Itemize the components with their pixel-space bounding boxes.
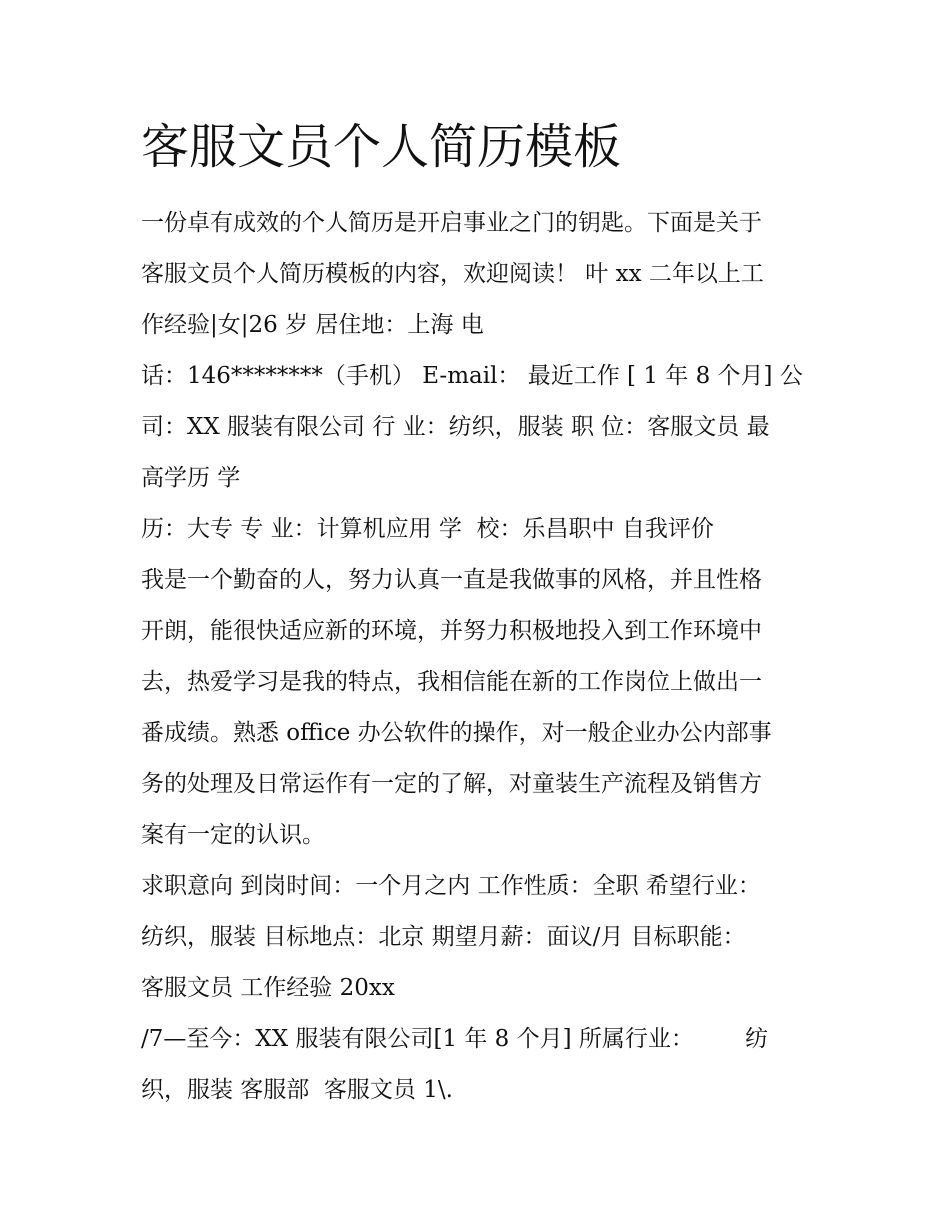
body-line: 务的处理及日常运作有一定的了解，对童装生产流程及销售方 <box>141 771 762 797</box>
body-line: 求职意向 到岗时间：一个月之内 工作性质：全职 希望行业： <box>141 873 761 899</box>
body-line: 司：XX 服装有限公司 行 业：纺织，服装 职 位：客服文员 最 <box>141 414 770 440</box>
body-line: 番成绩。熟悉 office 办公软件的操作，对一般企业办公内部事 <box>141 720 772 746</box>
body-line: 织，服装 客服部 客服文员 1\. <box>141 1077 453 1103</box>
body-line: 我是一个勤奋的人，努力认真一直是我做事的风格，并且性格 <box>141 567 762 593</box>
document-title: 客服文员个人简历模板 <box>141 119 622 175</box>
body-line: 案有一定的认识。 <box>141 822 325 848</box>
body-line: 开朗，能很快适应新的环境，并努力积极地投入到工作环境中 <box>141 618 762 644</box>
body-line: 客服文员 工作经验 20xx <box>141 975 395 1001</box>
body-line: 一份卓有成效的个人简历是开启事业之门的钥匙。下面是关于 <box>141 210 762 236</box>
body-line: 历：大专 专 业：计算机应用 学 校：乐昌职中 自我评价 <box>141 516 714 542</box>
body-line: 客服文员个人简历模板的内容，欢迎阅读！ 叶 xx 二年以上工 <box>141 261 764 287</box>
body-line: 高学历 学 <box>141 465 241 491</box>
body-line: 话：146********（手机） E-mail： 最近工作 [ 1 年 8 个月] 公 <box>141 363 803 389</box>
document-body <box>141 198 841 1116</box>
body-line: 纺织，服装 目标地点：北京 期望月薪：面议/月 目标职能： <box>141 924 746 950</box>
body-line: 去，热爱学习是我的特点，我相信能在新的工作岗位上做出一 <box>141 669 762 695</box>
body-line: 作经验|女|26 岁 居住地：上海 电 <box>141 312 484 338</box>
body-line: /7—至今：XX 服装有限公司[1 年 8 个月] 所属行业： 纺 <box>141 1026 769 1052</box>
